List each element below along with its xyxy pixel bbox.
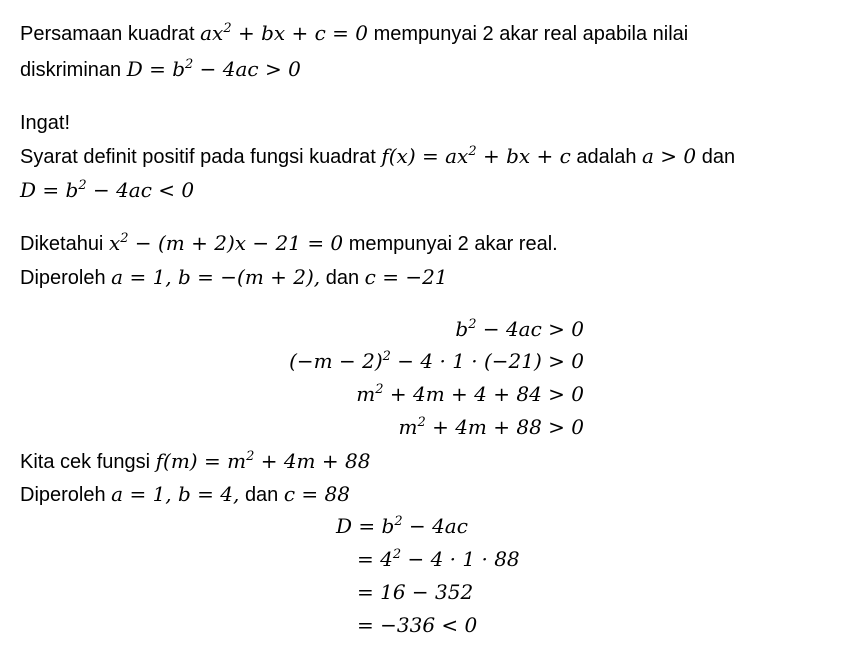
obtained-text: Diperoleh xyxy=(20,267,106,289)
intro-text: Persamaan kuadrat xyxy=(20,23,195,45)
step1-line-2: $(-m - 2)^2 - 4 \cdot 1 \cdot (-21) > 0$ xyxy=(289,349,584,373)
intro-line-2 xyxy=(20,56,301,83)
step2-line-4: = −336 < 0 xyxy=(357,613,478,637)
given-tail: mempunyai 2 akar real. xyxy=(348,233,558,255)
step1-line-4: $m^2 + 4m + 88 > 0$ xyxy=(398,415,584,439)
intro-line-1 xyxy=(20,20,688,47)
obtained-text: Diperoleh xyxy=(20,484,106,506)
discriminant-condition: $D = b^2 - 4ac > 0$ xyxy=(126,57,301,81)
dan-text: dan xyxy=(325,267,360,289)
a-condition: a > 0 xyxy=(642,144,697,168)
given-line-1 xyxy=(20,230,558,257)
step2-line-2: = $4^2 - 4 \cdot 1 \cdot 88$ xyxy=(357,547,520,571)
remember-heading: Ingat! xyxy=(20,112,71,134)
check-function: $f(m) = m^2 + 4m + 88$ xyxy=(155,449,371,473)
intro-condition-text: mempunyai 2 akar real apabila nilai xyxy=(373,23,689,45)
quadratic-equation: $ax^2$ + bx + c = 0 xyxy=(200,21,369,45)
given-text: Diketahui xyxy=(20,233,104,255)
coefficients-ab: a = 1, b = −(m + 2), xyxy=(111,265,321,289)
given-equation: $x^2 - (m + 2)x - 21 = 0$ xyxy=(108,231,344,255)
step2-line-3: = 16 − 352 xyxy=(357,580,474,604)
step2-line-1: $D = b^2 - 4ac$ xyxy=(336,514,468,538)
remember-line-2 xyxy=(20,177,194,204)
definite-positive-text: Syarat definit positif pada fungsi kuadrat xyxy=(20,146,376,168)
check-text: Kita cek fungsi xyxy=(20,451,151,473)
remember-line-1 xyxy=(20,143,735,170)
dan-text: dan xyxy=(244,484,279,506)
check-line-2 xyxy=(20,481,350,508)
check-line-1 xyxy=(20,448,370,475)
discriminant-label: diskriminan xyxy=(20,59,122,81)
coefficient-c: c = −21 xyxy=(364,265,448,289)
adalah-text: adalah xyxy=(576,146,637,168)
check-coefficient-c: c = 88 xyxy=(283,482,350,506)
dan-text: dan xyxy=(701,146,736,168)
quadratic-function: $f(x) = ax^2$ + bx + c xyxy=(381,144,571,168)
given-line-2 xyxy=(20,264,448,291)
d-condition: $D = b^2 - 4ac < 0$ xyxy=(20,178,195,202)
check-coefficients-ab: a = 1, b = 4, xyxy=(111,482,240,506)
step1-line-3: $m^2 + 4m + 4 + 84 > 0$ xyxy=(356,382,584,406)
step1-line-1: $b^2 - 4ac > 0$ xyxy=(455,317,584,341)
